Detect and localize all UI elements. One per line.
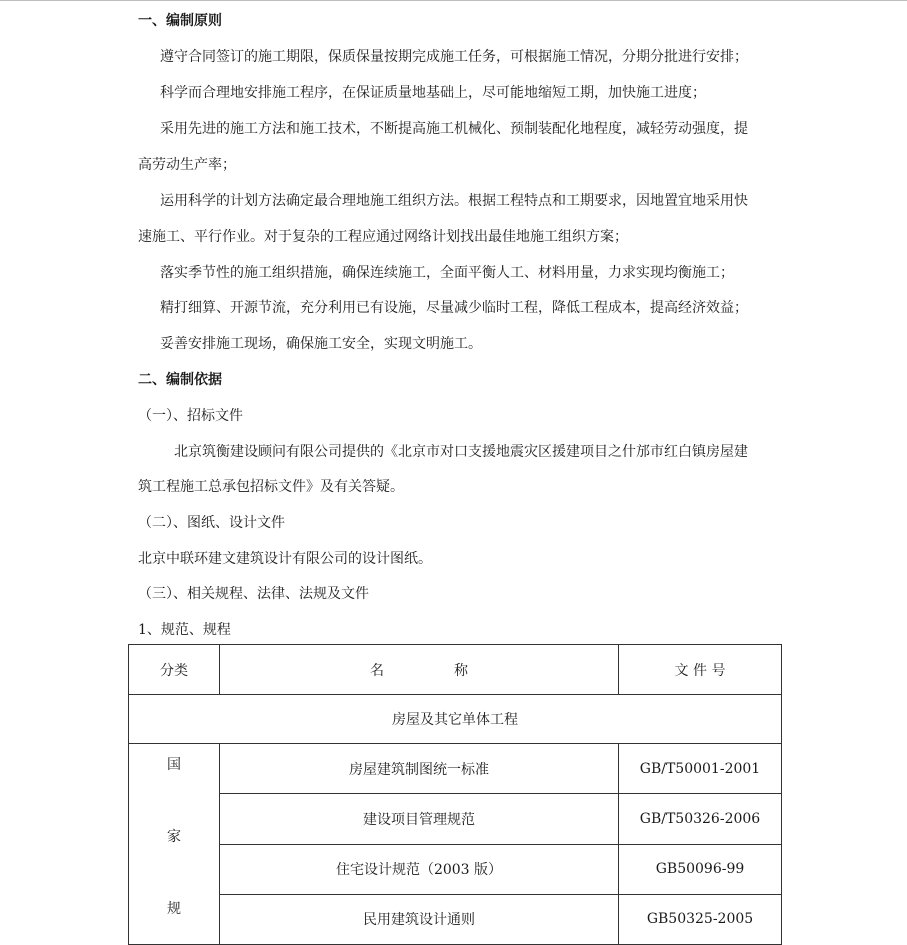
table-row	[129, 844, 782, 894]
table-row	[129, 794, 782, 844]
paragraph-5: 落实季节性的施工组织措施，确保连续施工，全面平衡人工、材料用量，力求实现均衡施工；	[160, 265, 734, 281]
category-char-1: 国	[167, 757, 181, 773]
list-item-standards: 1、规范、规程	[138, 622, 231, 638]
paragraph-3-line2: 高劳动生产率；	[138, 157, 236, 173]
paragraph-4-line2: 速施工、平行作业。对于复杂的工程应通过网络计划找出最佳地施工组织方案；	[138, 229, 628, 245]
tender-docs-text-line2: 筑工程施工总承包招标文件》及有关答疑。	[138, 479, 404, 495]
row-name: 民用建筑设计通则	[220, 894, 619, 944]
header-number: 文 件 号	[619, 645, 782, 695]
paragraph-6: 精打细算、开源节流，充分利用已有设施，尽量减少临时工程，降低工程成本，提高经济效益；	[160, 300, 748, 316]
category-cell-national	[129, 744, 220, 945]
paragraph-4-line1: 运用科学的计划方法确定最合理地施工组织方法。根据工程特点和工期要求，因地置宜地采用快	[160, 193, 748, 209]
table-row	[129, 894, 782, 944]
row-name: 房屋建筑制图统一标准	[220, 744, 619, 794]
tender-docs-text-line1: 北京筑衡建设顾问有限公司提供的《北京市对口支援地震灾区援建项目之什邡市红白镇房屋建	[174, 444, 748, 460]
category-char-2: 家	[167, 829, 181, 845]
row-number: GB50325-2005	[619, 894, 782, 944]
section2-heading: 二、编制依据	[138, 372, 222, 388]
table-section-row	[129, 695, 782, 744]
table-header-row	[129, 645, 782, 695]
table-row	[129, 744, 782, 794]
row-number: GB/T50001-2001	[619, 744, 782, 794]
paragraph-2: 科学而合理地安排施工程序，在保证质量地基础上，尽可能地缩短工期，加快施工进度；	[160, 85, 706, 101]
section-row-label: 房屋及其它单体工程	[129, 695, 782, 744]
drawings-text: 北京中联环建文建筑设计有限公司的设计图纸。	[138, 551, 432, 567]
paragraph-3-line1: 采用先进的施工方法和施工技术，不断提高施工机械化、预制装配化地程度，减轻劳动强度，提	[160, 121, 748, 137]
page-top-border	[0, 0, 907, 1]
header-name: 名 称	[220, 645, 619, 695]
row-name: 建设项目管理规范	[220, 794, 619, 844]
standards-table	[128, 644, 782, 945]
category-char-3: 规	[167, 901, 181, 917]
header-category: 分类	[129, 645, 220, 695]
subsection-drawings: （二）、图纸、设计文件	[138, 515, 285, 531]
row-number: GB/T50326-2006	[619, 794, 782, 844]
subsection-regulations: （三）、相关规程、法律、法规及文件	[138, 586, 369, 602]
row-number: GB50096-99	[619, 844, 782, 894]
subsection-tender-docs: （一）、招标文件	[138, 408, 243, 424]
paragraph-7: 妥善安排施工现场，确保施工安全，实现文明施工。	[160, 336, 482, 352]
section1-heading: 一、编制原则	[138, 13, 222, 29]
row-name: 住宅设计规范（2003 版）	[220, 844, 619, 894]
paragraph-1: 遵守合同签订的施工期限，保质保量按期完成施工任务，可根据施工情况，分期分批进行安排；	[160, 49, 748, 65]
